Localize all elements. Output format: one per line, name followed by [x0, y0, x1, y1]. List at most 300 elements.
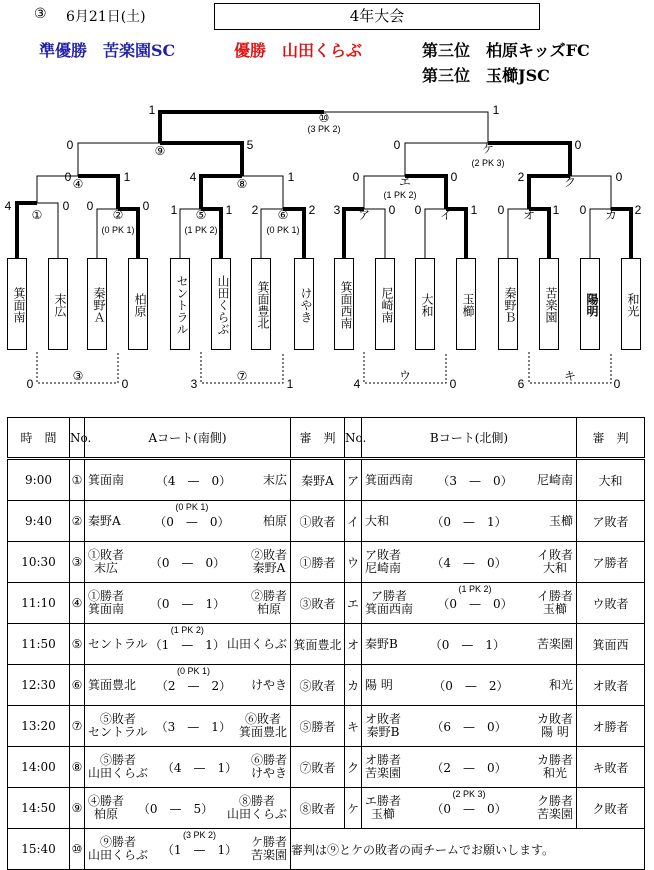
away-team: [537, 474, 573, 487]
home-team: [88, 474, 124, 487]
header-referee: 審 判: [577, 418, 645, 459]
team-name: エ勝者: [365, 794, 402, 808]
home-team: [365, 474, 413, 487]
score-value: （1 — 1）: [161, 842, 238, 857]
team-name: 秦野A: [88, 513, 121, 528]
away-team: [239, 713, 287, 739]
team-name: ⑥敗者: [244, 712, 281, 726]
pk-note-m10: (3 PK 2): [307, 124, 341, 134]
score: 3: [190, 377, 198, 391]
score-value: （0 — 0）: [437, 596, 513, 611]
pk-note: (0 PK 1): [175, 501, 209, 512]
team-name: ②敗者: [250, 548, 287, 562]
team-name: ア勝者: [371, 589, 408, 603]
pk-note-ke: (2 PK 3): [471, 158, 505, 168]
match-time: 15:40: [8, 829, 70, 870]
pk-note-m6: (0 PK 1): [266, 225, 300, 235]
score-value: （0 — 1）: [149, 596, 226, 611]
team-name: セントラル: [88, 636, 148, 651]
home-team: [365, 515, 389, 528]
referee: キ敗者: [577, 747, 645, 788]
team-name: 尼崎南: [536, 472, 573, 487]
team-name: ④勝者: [88, 794, 125, 808]
court-a-match: [85, 706, 291, 747]
team-name: ⑤勝者: [100, 753, 137, 767]
score: 1: [286, 377, 294, 391]
score-value: （0 — 2）: [433, 678, 509, 693]
team-name: 山田くらぶ: [226, 636, 287, 651]
match-score: [437, 583, 513, 612]
match-label-o: オ: [522, 208, 536, 222]
team-name: ⑧勝者: [238, 794, 275, 808]
court-a-match: [85, 542, 291, 583]
team-name: カ敗者: [536, 712, 573, 726]
match-number: イ: [345, 501, 362, 542]
home-team: [365, 638, 398, 651]
team-name: 苦楽園: [365, 766, 402, 780]
referee: ク敗者: [577, 788, 645, 829]
match-label-m1: ①: [31, 208, 43, 222]
referee: 箕面西: [577, 624, 645, 665]
match-label-m5: ⑤: [195, 208, 207, 222]
team-name: 柏原: [94, 807, 119, 821]
score: 1: [470, 203, 478, 217]
referee: オ敗者: [577, 665, 645, 706]
score: 2: [251, 203, 259, 217]
score: 0: [352, 170, 360, 184]
away-team: [251, 590, 287, 616]
score: 0: [615, 170, 623, 184]
match-number: ②: [70, 501, 85, 542]
match-score: [162, 759, 237, 776]
team-box: 和光: [621, 258, 641, 350]
match-label-m10: ⑩: [318, 111, 330, 125]
team-box: 秦野Ａ: [87, 258, 107, 350]
home-team: [365, 795, 401, 821]
third-place-result-1: 第三位 柏原キッズFC: [422, 41, 590, 60]
match-label-m7: ⑦: [236, 369, 248, 383]
pk-note: (0 PK 1): [176, 665, 211, 676]
team-name: オ敗者: [365, 712, 402, 726]
schedule-row: [8, 583, 645, 624]
referee: 箕面豊北: [291, 624, 345, 665]
court-b-match: [362, 459, 577, 501]
match-time: 12:30: [8, 665, 70, 706]
court-b-match: [362, 706, 577, 747]
match-time: 13:20: [8, 706, 70, 747]
team-name: けやき: [250, 677, 287, 692]
team-box: 箕面西南: [334, 258, 354, 350]
home-team: [88, 795, 124, 821]
score: 0: [414, 203, 422, 217]
score: 0: [579, 203, 587, 217]
match-score: [431, 788, 507, 817]
match-score: [154, 501, 230, 530]
team-box: 柏原: [128, 258, 148, 350]
schedule-row: [8, 747, 645, 788]
score-value: （0 — 0）: [149, 555, 226, 570]
referee: ⑤勝者: [291, 706, 345, 747]
match-score: [150, 554, 225, 571]
schedule-row: [8, 501, 645, 542]
pk-note-m5: (1 PK 2): [184, 225, 218, 235]
home-team: [365, 590, 413, 616]
team-name: 秦野A: [252, 561, 286, 575]
team-name: 箕面南: [88, 472, 125, 487]
match-score: [430, 636, 505, 653]
score: 1: [225, 203, 233, 217]
match-score: [138, 800, 213, 817]
away-team: [251, 679, 287, 692]
team-name: 末広: [262, 472, 287, 487]
away-team: [537, 590, 573, 616]
home-team: [88, 515, 121, 528]
away-team: [549, 515, 573, 528]
team-box: 秦野Ｂ: [498, 258, 518, 350]
pk-note: (1 PK 2): [458, 583, 492, 594]
score: 2: [308, 203, 316, 217]
referee: ア敗者: [577, 501, 645, 542]
match-label-m8: ⑧: [236, 177, 248, 191]
match-label-m6: ⑥: [277, 208, 289, 222]
court-b-match: [362, 501, 577, 542]
score: 0: [142, 199, 150, 213]
schedule-row: [8, 829, 645, 870]
team-name: ①勝者: [88, 589, 125, 603]
team-name: ⑤敗者: [99, 712, 136, 726]
home-team: [365, 713, 401, 739]
match-label-m3: ③: [72, 369, 84, 383]
team-name: 箕面西南: [365, 472, 414, 487]
match-number: ⑥: [70, 665, 85, 706]
score: 0: [450, 170, 458, 184]
match-score: [161, 829, 238, 858]
schedule-row: [8, 542, 645, 583]
schedule-row: [8, 706, 645, 747]
team-name: 苦楽園: [536, 807, 573, 821]
referee: ③敗者: [291, 583, 345, 624]
away-team: [251, 754, 287, 780]
referee: オ勝者: [577, 706, 645, 747]
referee: ウ敗者: [577, 583, 645, 624]
team-box: 玉櫛: [456, 258, 476, 350]
score: 4: [4, 199, 12, 213]
team-name: 山田くらぶ: [88, 766, 149, 780]
away-team: [227, 795, 287, 821]
header-no: No.: [70, 418, 85, 459]
team-name: 陽 明: [365, 677, 393, 692]
event-number: ③: [34, 6, 47, 22]
score: 0: [613, 377, 621, 391]
away-team: [549, 679, 573, 692]
home-team: [365, 549, 401, 575]
referee: ⑦敗者: [291, 747, 345, 788]
score-value: （3 — 0）: [437, 473, 513, 488]
team-name: オ勝者: [365, 753, 402, 767]
page-title: 4年大会: [214, 3, 540, 30]
team-name: ケ勝者: [250, 835, 287, 849]
match-score: [431, 759, 506, 776]
score: 0: [388, 203, 396, 217]
score-value: （1 — 1）: [149, 637, 225, 652]
match-number: ⑤: [70, 624, 85, 665]
winner-result: 優勝 山田くらぶ: [234, 41, 363, 60]
match-label-e: エ: [398, 175, 412, 189]
team-name: 大和: [365, 513, 390, 528]
court-b-match: [362, 788, 577, 829]
tournament-bracket: [0, 95, 654, 395]
match-label-ke: ケ: [481, 142, 495, 156]
match-number: ウ: [345, 542, 362, 583]
score-value: （4 — 1）: [161, 760, 238, 775]
match-label-ku: ク: [563, 175, 577, 189]
header-court-b: Bコート(北側): [362, 418, 577, 459]
match-number: キ: [345, 706, 362, 747]
team-name: ②勝者: [250, 589, 287, 603]
court-a-match: [85, 747, 291, 788]
team-name: ⑨勝者: [100, 835, 137, 849]
match-time: 9:40: [8, 501, 70, 542]
score: 2: [517, 170, 525, 184]
team-name: カ勝者: [536, 753, 573, 767]
home-team: [88, 754, 148, 780]
schedule-row: [8, 459, 645, 501]
match-time: 11:10: [8, 583, 70, 624]
match-number: ④: [70, 583, 85, 624]
pk-note: (3 PK 2): [182, 829, 217, 840]
score-value: （2 — 2）: [155, 678, 232, 693]
away-team: [537, 795, 573, 821]
team-name: 玉櫛: [371, 807, 396, 821]
event-date: 6月21日(土): [66, 9, 146, 25]
referee: 大和: [577, 459, 645, 501]
header-referee: 審 判: [291, 418, 345, 459]
team-box: 陽明: [580, 258, 600, 350]
pk-note-e: (1 PK 2): [383, 190, 417, 200]
match-number: ⑨: [70, 788, 85, 829]
team-name: 玉櫛: [542, 602, 567, 616]
match-number: ⑧: [70, 747, 85, 788]
match-number: エ: [345, 583, 362, 624]
score: 1: [552, 203, 560, 217]
pk-note: (2 PK 3): [452, 788, 486, 799]
match-number: ⑩: [70, 829, 85, 870]
team-box: 苦楽園: [539, 258, 559, 350]
team-name: 尼崎南: [365, 561, 402, 575]
third-place-result-2: 第三位 玉櫛JSC: [422, 66, 550, 85]
score: 5: [246, 138, 254, 152]
score: 4: [353, 377, 361, 391]
match-schedule-table: [7, 417, 645, 870]
match-label-m4: ④: [72, 177, 84, 191]
match-label-m2: ②: [112, 208, 124, 222]
referee: ①勝者: [291, 542, 345, 583]
referee: ①敗者: [291, 501, 345, 542]
match-time: 10:30: [8, 542, 70, 583]
score-value: （0 — 5）: [137, 801, 214, 816]
score: 6: [517, 377, 525, 391]
team-name: 末広: [94, 561, 119, 575]
home-team: [365, 679, 393, 692]
match-score: [431, 718, 506, 735]
score: 2: [634, 203, 642, 217]
score-value: （6 — 0）: [431, 719, 507, 734]
team-box: 尼崎南: [375, 258, 395, 350]
schedule-row: [8, 665, 645, 706]
match-label-a: ア: [357, 208, 371, 222]
score-value: （3 — 1）: [155, 719, 231, 734]
referee: ア勝者: [577, 542, 645, 583]
away-team: [537, 754, 573, 780]
match-score: [150, 595, 225, 612]
home-team: [88, 713, 148, 739]
team-name: 山田くらぶ: [226, 807, 287, 821]
referee: ⑤敗者: [291, 665, 345, 706]
team-name: イ勝者: [536, 589, 573, 603]
match-number: ①: [70, 459, 85, 501]
bracket-win-m4: [78, 176, 118, 209]
team-box: 末広: [48, 258, 68, 350]
score: 1: [170, 203, 178, 217]
team-name: 柏原: [256, 602, 281, 616]
home-team: [88, 638, 148, 651]
score: 1: [123, 170, 131, 184]
home-team: [88, 836, 148, 862]
home-team: [88, 549, 124, 575]
team-name: 箕面西南: [365, 602, 414, 616]
header-court-a: Aコート(南側): [85, 418, 291, 459]
score-value: （2 — 0）: [431, 760, 507, 775]
court-a-match: [85, 501, 291, 542]
away-team: [537, 638, 573, 651]
home-team: [88, 590, 124, 616]
score: 0: [449, 377, 457, 391]
court-a-match: [85, 624, 291, 665]
court-b-match: [362, 583, 577, 624]
score: 0: [393, 138, 401, 152]
team-box: 箕面南: [7, 258, 27, 350]
match-label-ki: キ: [563, 369, 577, 383]
team-name: 和光: [542, 766, 567, 780]
score: 1: [287, 170, 295, 184]
team-name: 和光: [548, 677, 573, 692]
team-name: 秦野B: [366, 725, 400, 739]
team-box: セントラル: [170, 258, 190, 350]
away-team: [263, 515, 287, 528]
match-time: 14:50: [8, 788, 70, 829]
court-a-match: [85, 788, 291, 829]
score: 0: [66, 138, 74, 152]
team-name: セントラル: [88, 725, 148, 739]
court-b-match: [362, 665, 577, 706]
team-name: 秦野B: [365, 636, 398, 651]
match-number: カ: [345, 665, 362, 706]
away-team: [263, 474, 287, 487]
team-name: 箕面南: [88, 602, 125, 616]
score: 0: [121, 377, 129, 391]
score: 0: [62, 199, 70, 213]
score-value: （0 — 1）: [431, 514, 507, 529]
team-name: ク勝者: [536, 794, 573, 808]
away-team: [251, 836, 287, 862]
team-name: イ敗者: [536, 548, 573, 562]
team-name: ⑥勝者: [250, 753, 287, 767]
court-a-match: [85, 665, 291, 706]
header-no: No.: [345, 418, 362, 459]
team-name: 山田くらぶ: [88, 848, 149, 862]
match-label-ka: カ: [604, 208, 618, 222]
match-score: [149, 624, 225, 653]
team-box: けやき: [294, 258, 314, 350]
team-name: 苦楽園: [536, 636, 573, 651]
score: 4: [189, 170, 197, 184]
team-name: 陽 明: [541, 725, 569, 739]
score: 0: [26, 377, 34, 391]
match-label-u: ウ: [398, 369, 412, 383]
pk-note-m2: (0 PK 1): [101, 225, 135, 235]
court-b-match: [362, 747, 577, 788]
team-box: 箕面豊北: [251, 258, 271, 350]
schedule-row: [8, 788, 645, 829]
court-a-match: [85, 829, 291, 870]
score-value: （0 — 1）: [429, 637, 506, 652]
court-a-match: [85, 459, 291, 501]
match-score: [156, 718, 231, 735]
match-time: 11:50: [8, 624, 70, 665]
match-number: ケ: [345, 788, 362, 829]
referee: 秦野A: [291, 459, 345, 501]
home-team: [365, 754, 401, 780]
runner-up-result: 準優勝 苦楽園SC: [39, 41, 176, 60]
match-number: ⑦: [70, 706, 85, 747]
score: 0: [64, 170, 72, 184]
court-a-match: [85, 583, 291, 624]
team-name: 大和: [542, 561, 567, 575]
court-b-match: [362, 542, 577, 583]
team-name: 柏原: [262, 513, 287, 528]
match-score: [431, 554, 506, 571]
header-time: 時 間: [8, 418, 70, 459]
team-name: 苦楽園: [250, 848, 287, 862]
score: 0: [574, 138, 582, 152]
match-score: [156, 472, 231, 489]
team-name: 箕面豊北: [238, 725, 287, 739]
home-team: [88, 679, 136, 692]
referee-note: 審判は⑨とケの敗者の両チームでお願いします。: [291, 829, 645, 870]
court-b-match: [362, 624, 577, 665]
match-label-i: イ: [439, 208, 453, 222]
score: 3: [333, 203, 341, 217]
team-name: ア敗者: [365, 548, 402, 562]
away-team: [537, 713, 573, 739]
score-value: （0 — 0）: [431, 801, 507, 816]
away-team: [251, 549, 287, 575]
match-label-m9: ⑨: [154, 144, 166, 158]
match-score: [437, 472, 512, 489]
team-name: 箕面豊北: [88, 677, 137, 692]
away-team: [537, 549, 573, 575]
team-name: 玉櫛: [548, 513, 573, 528]
score-value: （4 — 0）: [155, 473, 232, 488]
match-score: [155, 665, 232, 694]
score: 1: [148, 103, 156, 117]
match-score: [433, 677, 508, 694]
score-value: （4 — 0）: [431, 555, 507, 570]
score: 0: [497, 203, 505, 217]
team-name: けやき: [250, 766, 287, 780]
match-number: オ: [345, 624, 362, 665]
match-time: 9:00: [8, 459, 70, 501]
